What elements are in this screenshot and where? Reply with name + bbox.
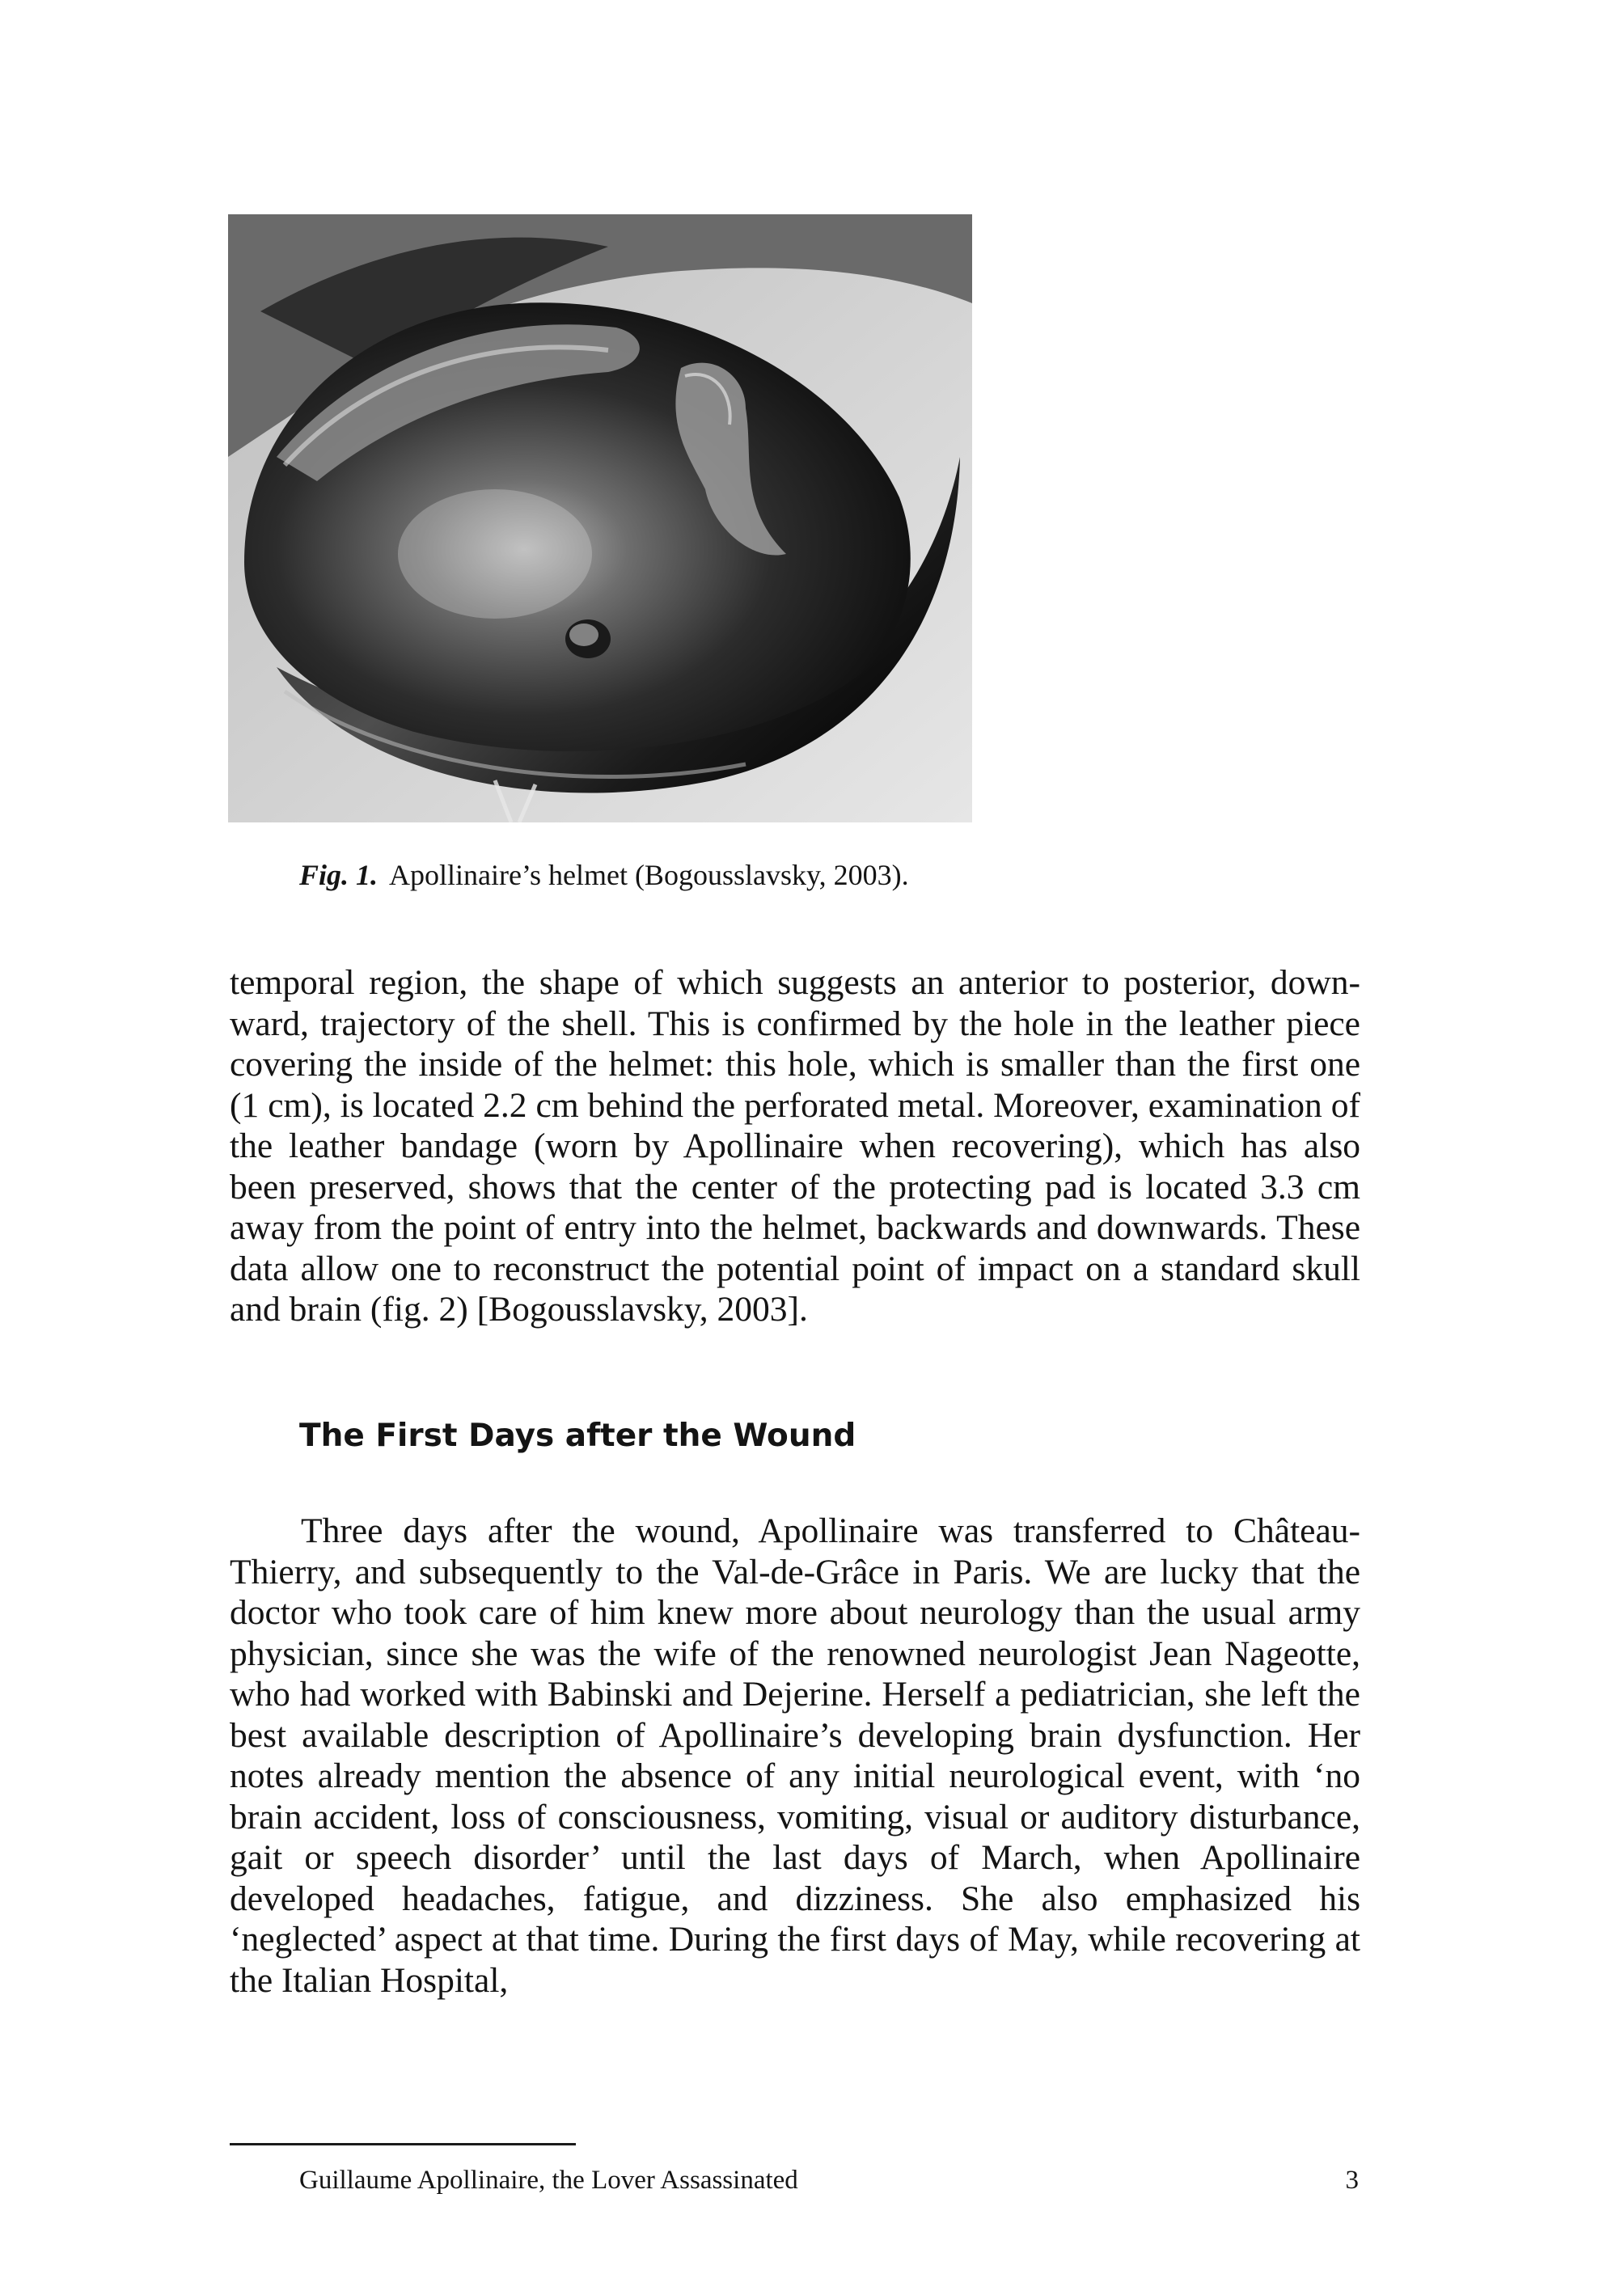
paragraph-text: temporal region, the shape of which suggests an anterior to posterior, downward, trajectory of the shell. This is confirmed by the hole in the leather piece covering the inside of the helmet: this hole, which is smaller than the first one (1 cm), is located 2.2 cm behind the perforated metal. Moreover, examination of the leather bandage (worn by Apollinaire when recovering), which has also been preserved, shows that the center of the protecting pad is located 3.3 cm away from the point of entry into the helmet, backwards and downwards. These data allow one to reconstruct the potential point of impact on a standard skull and brain (fig. 2) [Bogousslavsky, 2003].: [230, 963, 1360, 1329]
page-number: 3: [1345, 2166, 1359, 2195]
running-title: Guillaume Apollinaire, the Lover Assassinated: [299, 2166, 798, 2195]
helmet-photo: [228, 214, 972, 822]
paragraph-text: Three days after the wound, Apollinaire was transferred to Château-Thierry, and subsequently to the Val-de-Grâce in Paris. We are lucky that the doctor who took care of him knew more about neurology than the usual army physician, since she was the wife of the renowned neurologist Jean Nageotte, who had worked with Babinski and Dejerine. Herself a pediatrician, she left the best available description of Apollinaire’s developing brain dysfunction. Her notes already mention the absence of any initial neurological event, with ‘no brain accident, loss of consciousness, vomiting, visual or auditory disturbance, gait or speech disorder’ until the last days of March, when Apollinaire developed headaches, fatigue, and dizziness. She also emphasized his ‘neglected’ aspect at that time. During the first days of May, while recovering at the Italian Hospital,: [230, 1511, 1360, 2000]
figure-caption: [299, 857, 1351, 893]
body-paragraph-2: [230, 1511, 1360, 2001]
helmet-illustration: [228, 214, 972, 822]
section-heading: The First Days after the Wound: [299, 1418, 856, 1454]
body-paragraph-1: [230, 962, 1360, 1330]
figure-label: Fig. 1.: [299, 859, 379, 891]
figure-caption-text: Apollinaire’s helmet (Bogousslavsky, 2003).: [389, 859, 909, 891]
footer-rule: [230, 2143, 576, 2145]
